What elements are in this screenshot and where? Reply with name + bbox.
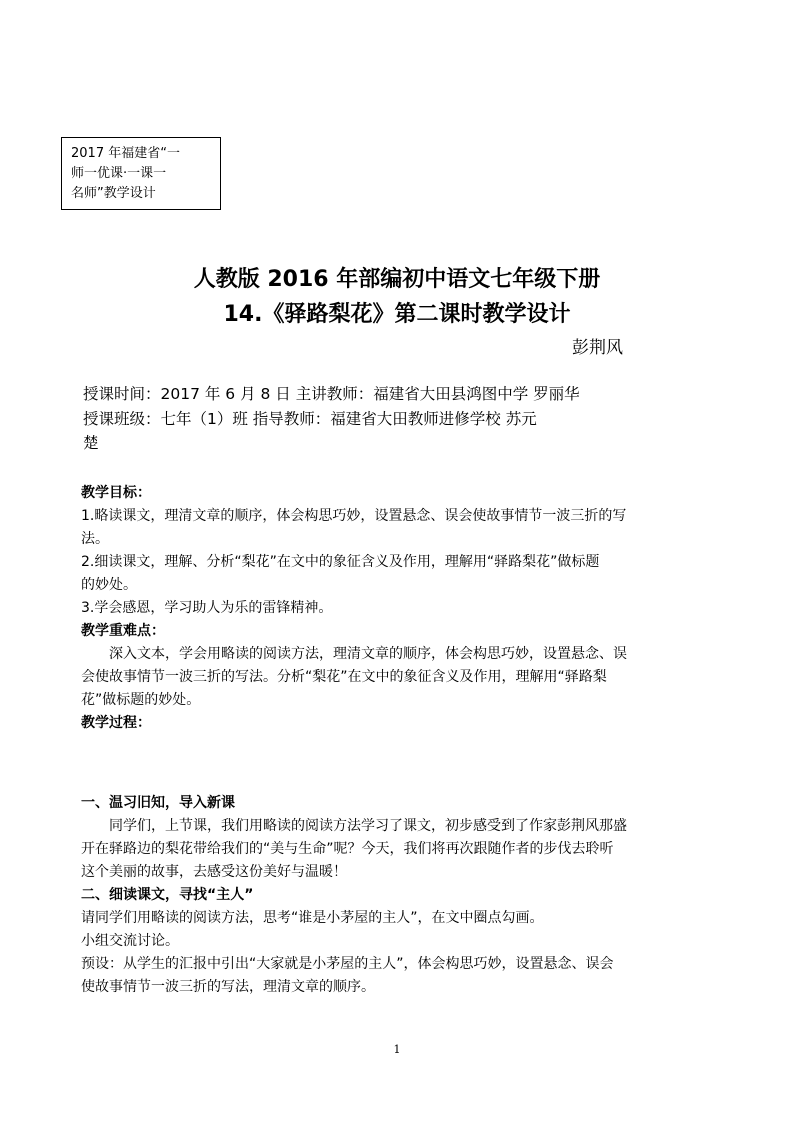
- objective-line: 3.学会感恩，学习助人为乐的雷锋精神。: [81, 600, 333, 616]
- section-one-line: 开在驿路边的梨花带给我们的“美与生命”呢？今天，我们将再次跟随作者的步伐去聆听: [81, 841, 614, 857]
- objective-line: 的妙处。: [81, 577, 137, 593]
- document-title: 人教版 2016 年部编初中语文七年级下册: [193, 267, 601, 292]
- objectives-heading: 教学目标：: [81, 485, 151, 501]
- award-label-box: [61, 137, 221, 210]
- key-points-line: 花”做标题的妙处。: [81, 692, 201, 708]
- process-heading: 教学过程：: [81, 715, 151, 731]
- key-points-line: 会使故事情节一波三折的写法。分析“梨花”在文中的象征含义及作用，理解用“驿路梨: [81, 669, 607, 685]
- key-points-heading: 教学重难点：: [81, 623, 165, 639]
- section-one: [81, 792, 721, 999]
- section-one-line: 同学们，上节课，我们用略读的阅读方法学习了课文，初步感受到了作家彭荆风那盛: [109, 818, 627, 834]
- section-two-line: 小组交流讨论。: [81, 933, 179, 949]
- section-two-line: 预设：从学生的汇报中引出“大家就是小茅屋的主人”，体会构思巧妙，设置悬念、误会: [81, 956, 614, 972]
- award-line: 2017 年福建省“一: [71, 146, 180, 161]
- section-two-line: 请同学们用略读的阅读方法，思考“谁是小茅屋的主人”，在文中圈点勾画。: [81, 910, 544, 926]
- award-line: 名师”教学设计: [71, 186, 156, 201]
- page-number: 1: [393, 1043, 401, 1056]
- section-one-line: 这个美丽的故事，去感受这份美好与温暖！: [81, 864, 347, 880]
- award-line: 师一优课·一课一: [71, 166, 167, 181]
- section-one-heading: 一、温习旧知，导入新课: [81, 795, 235, 811]
- section-two-heading: 二、细读课文，寻找“主人”: [81, 887, 254, 903]
- author-name: 彭荆风: [572, 338, 623, 358]
- objective-line: 2.细读课文，理解、分析“梨花”在文中的象征含义及作用，理解用“驿路梨花”做标题: [81, 554, 600, 570]
- key-points-line: 深入文本，学会用略读的阅读方法，理清文章的顺序，体会构思巧妙，设置悬念、误: [109, 646, 627, 662]
- document-subtitle: 14.《驿路梨花》第二课时教学设计: [223, 302, 571, 327]
- objectives-section: [81, 482, 721, 735]
- objective-line: 法。: [81, 531, 109, 547]
- objective-line: 1.略读课文，理清文章的顺序，体会构思巧妙，设置悬念、误会使故事情节一波三折的写: [81, 508, 627, 524]
- lesson-class-line-wrap: 楚: [83, 434, 99, 452]
- section-two-line: 使故事情节一波三折的写法，理清文章的顺序。: [81, 979, 375, 995]
- lesson-time-line: 授课时间：2017 年 6 月 8 日 主讲教师：福建省大田县鸿图中学 罗丽华: [83, 385, 580, 403]
- lesson-class-line: 授课班级：七年（1）班 指导教师：福建省大田教师进修学校 苏元: [83, 410, 537, 428]
